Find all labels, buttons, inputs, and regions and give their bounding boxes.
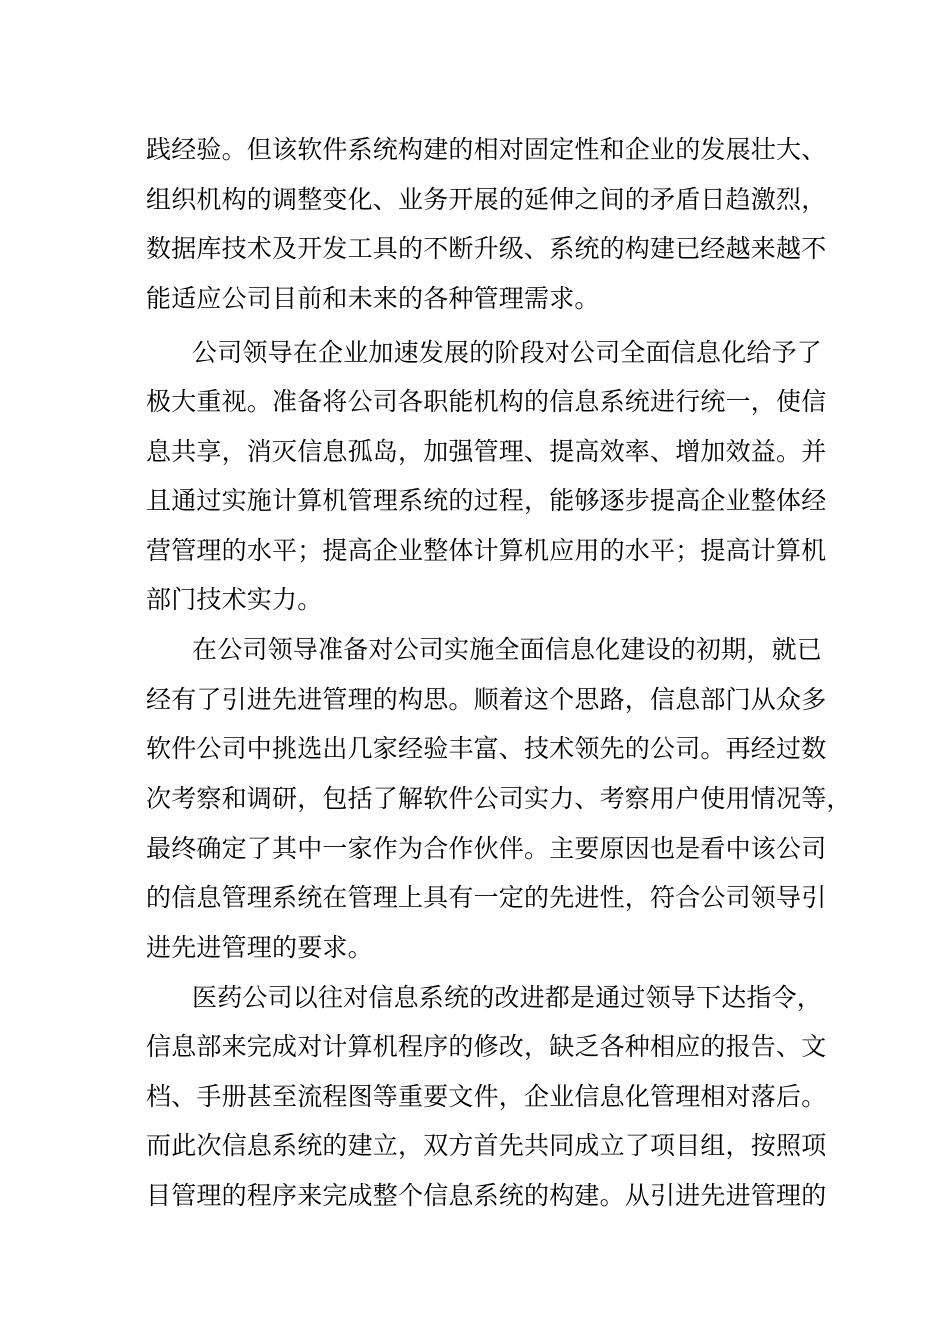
- text-line: 软件公司中挑选出几家经验丰富、技术领先的公司。再经过数: [146, 734, 827, 763]
- text-line: 最终确定了其中一家作为合作伙伴。主要原因也是看中该公司: [146, 834, 827, 863]
- text-line: 极大重视。准备将公司各职能机构的信息系统进行统一，使信: [146, 387, 827, 416]
- text-line: 公司领导在企业加速发展的阶段对公司全面信息化给予了: [192, 338, 823, 367]
- text-line: 在公司领导准备对公司实施全面信息化建设的初期，就已: [192, 635, 823, 664]
- text-line: 息共享，消灭信息孤岛，加强管理、提高效率、增加效益。并: [146, 437, 827, 466]
- text-line: 医药公司以往对信息系统的改进都是通过领导下达指令，: [192, 983, 823, 1012]
- text-line: 践经验。但该软件系统构建的相对固定性和企业的发展壮大、: [146, 135, 827, 164]
- text-line: 次考察和调研，包括了解软件公司实力、考察用户使用情况等，: [146, 784, 852, 813]
- text-line: 进先进管理的要求。: [146, 933, 373, 962]
- text-line: 营管理的水平；提高企业整体计算机应用的水平；提高计算机: [146, 536, 827, 565]
- text-line: 而此次信息系统的建立，双方首先共同成立了项目组，按照项: [146, 1131, 827, 1160]
- text-line: 的信息管理系统在管理上具有一定的先进性，符合公司领导引: [146, 883, 827, 912]
- text-line: 目管理的程序来完成整个信息系统的构建。从引进先进管理的: [146, 1181, 827, 1210]
- text-line: 数据库技术及开发工具的不断升级、系统的构建已经越来越不: [146, 234, 827, 263]
- text-line: 且通过实施计算机管理系统的过程，能够逐步提高企业整体经: [146, 486, 827, 515]
- text-line: 组织机构的调整变化、业务开展的延伸之间的矛盾日趋激烈，: [146, 185, 827, 214]
- text-line: 能适应公司目前和未来的各种管理需求。: [146, 284, 600, 313]
- text-line: 部门技术实力。: [146, 585, 323, 614]
- text-line: 信息部来完成对计算机程序的修改，缺乏各种相应的报告、文: [146, 1032, 827, 1061]
- text-line: 档、手册甚至流程图等重要文件，企业信息化管理相对落后。: [146, 1082, 827, 1111]
- text-line: 经有了引进先进管理的构思。顺着这个思路，信息部门从众多: [146, 685, 827, 714]
